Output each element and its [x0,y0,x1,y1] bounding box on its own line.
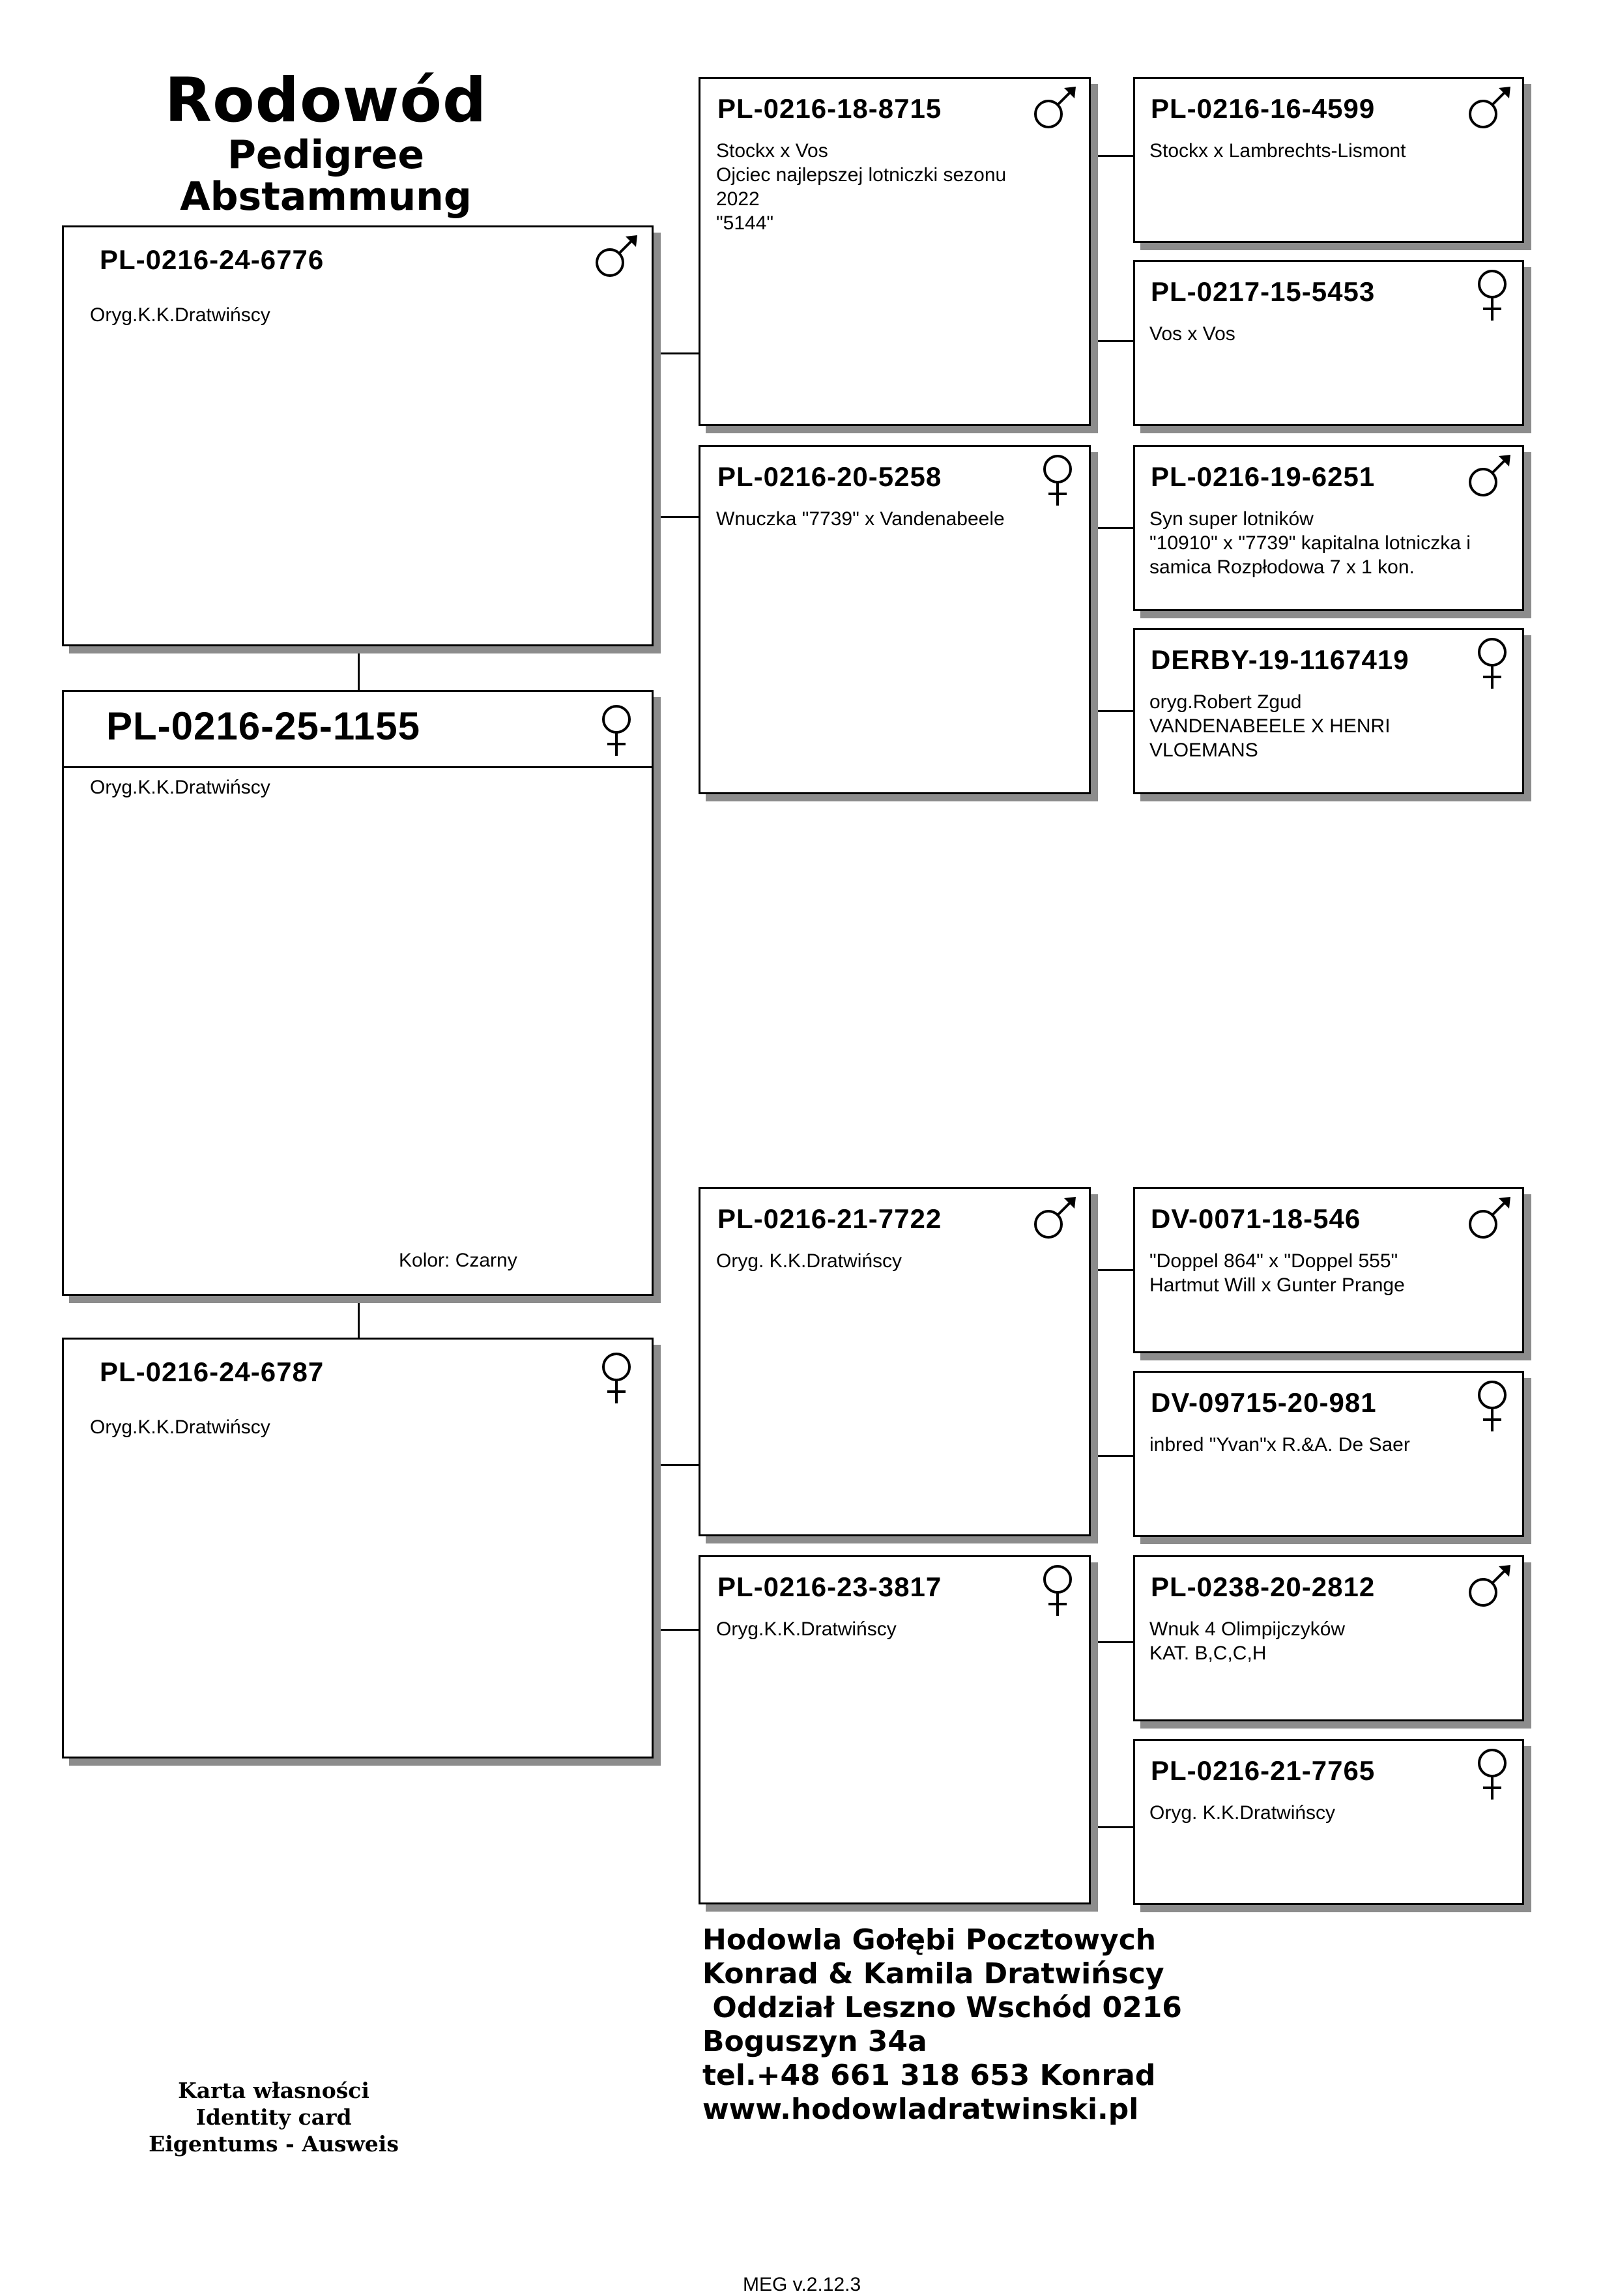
connector [1090,1455,1136,1457]
female-symbol-icon [593,702,640,757]
great-grandparent-description: "Doppel 864" x "Doppel 555" Hartmut Will x Gunter Prange [1149,1250,1405,1296]
great-grandparent-ring-number: PL-0238-20-2812 [1151,1571,1376,1602]
great-grandparent-description: Stockx x Lambrechts-Lismont [1149,140,1406,162]
subject-colour: Kolor: Czarny [399,1250,517,1271]
great-grandparent-ring-number: DV-09715-20-981 [1151,1387,1377,1418]
male-symbol-icon [1466,452,1513,499]
male-symbol-icon [1466,84,1513,131]
connector [652,516,699,518]
grandparent-ring-number: PL-0216-20-5258 [717,461,942,492]
male-symbol-icon [593,233,640,280]
subject-description: Oryg.K.K.Dratwińscy [90,777,270,798]
connector [1090,340,1136,342]
connector [1090,1641,1136,1643]
great-grandparent-ring-number: PL-0217-15-5453 [1151,276,1376,307]
father-description: Oryg.K.K.Dratwińscy [90,304,270,326]
subject-header-divider [64,766,652,768]
female-symbol-icon [1469,635,1516,690]
connector [652,352,699,354]
great-grandparent-card [1133,77,1524,243]
software-version: MEG v.2.12.3 [743,2274,861,2295]
great-grandparent-card [1133,1187,1524,1353]
great-grandparent-description: Oryg. K.K.Dratwińscy [1149,1802,1336,1824]
female-symbol-icon [1469,1378,1516,1433]
mother-description: Oryg.K.K.Dratwińscy [90,1416,270,1438]
great-grandparent-card [1133,1555,1524,1721]
great-grandparent-card [1133,1371,1524,1537]
connector [1090,710,1136,712]
grandparent-description: Wnuczka "7739" x Vandenabeele [716,508,1005,530]
grandparent-card [699,77,1091,426]
male-symbol-icon [1032,84,1078,131]
female-symbol-icon [1034,452,1081,507]
pedigree-title [160,65,492,220]
great-grandparent-ring-number: PL-0216-21-7765 [1151,1755,1376,1786]
father-card [62,225,654,646]
connector [358,646,360,690]
subject-card [62,690,654,1296]
grandparent-description: Oryg.K.K.Dratwińscy [716,1618,897,1640]
connector [1090,155,1136,157]
title-line-german: Abstammung [180,174,472,220]
subject-ring-number: PL-0216-25-1155 [106,704,420,748]
great-grandparent-description: Wnuk 4 Olimpijczyków KAT. B,C,C,H [1149,1618,1346,1664]
identity-card-label [117,2077,430,2157]
connector [1090,527,1136,529]
connector [358,1295,360,1339]
great-grandparent-description: oryg.Robert Zgud VANDENABEELE X HENRI VLOEMANS [1149,691,1391,761]
great-grandparent-card [1133,445,1524,611]
title-line-polish: Rodowód [164,65,487,136]
father-ring-number: PL-0216-24-6776 [100,244,325,275]
grandparent-card [699,1187,1091,1536]
great-grandparent-description: Vos x Vos [1149,323,1235,345]
grandparent-card [699,1555,1091,1904]
grandparent-ring-number: PL-0216-18-8715 [717,93,942,124]
great-grandparent-ring-number: PL-0216-16-4599 [1151,93,1376,124]
identity-card-line-polish: Karta własności [178,2078,369,2103]
great-grandparent-card [1133,260,1524,426]
great-grandparent-ring-number: PL-0216-19-6251 [1151,461,1376,492]
connector [652,1464,699,1466]
connector [1090,1269,1136,1271]
grandparent-description: Oryg. K.K.Dratwińscy [716,1250,902,1272]
connector [1090,1826,1136,1828]
mother-card [62,1338,654,1758]
female-symbol-icon [1034,1562,1081,1617]
great-grandparent-card [1133,1739,1524,1905]
male-symbol-icon [1466,1194,1513,1241]
great-grandparent-ring-number: DERBY-19-1167419 [1151,644,1409,675]
female-symbol-icon [593,1350,640,1405]
identity-card-line-german: Eigentums - Ausweis [149,2131,399,2157]
male-symbol-icon [1466,1562,1513,1609]
great-grandparent-card [1133,628,1524,794]
grandparent-ring-number: PL-0216-23-3817 [717,1571,942,1602]
grandparent-ring-number: PL-0216-21-7722 [717,1203,942,1234]
great-grandparent-description: Syn super lotników "10910" x "7739" kapitalna lotniczka i samica Rozpłodowa 7 x 1 kon. [1149,508,1471,578]
great-grandparent-description: inbred "Yvan"x R.&A. De Saer [1149,1434,1410,1456]
female-symbol-icon [1469,1746,1516,1801]
title-line-english: Pedigree [227,132,425,178]
mother-ring-number: PL-0216-24-6787 [100,1356,325,1387]
male-symbol-icon [1032,1194,1078,1241]
connector [652,1629,699,1631]
great-grandparent-ring-number: DV-0071-18-546 [1151,1203,1361,1234]
female-symbol-icon [1469,267,1516,322]
identity-card-line-english: Identity card [195,2104,352,2130]
grandparent-card [699,445,1091,794]
grandparent-description: Stockx x Vos Ojciec najlepszej lotniczki sezonu 2022 "5144" [716,140,1007,234]
breeder-info: Hodowla Gołębi Pocztowych Konrad & Kamila Dratwińscy Oddział Leszno Wschód 0216 Boguszyn 34a tel.+48 661 318 653 Konrad www.hodowladratwinski.pl [702,1923,1182,2126]
